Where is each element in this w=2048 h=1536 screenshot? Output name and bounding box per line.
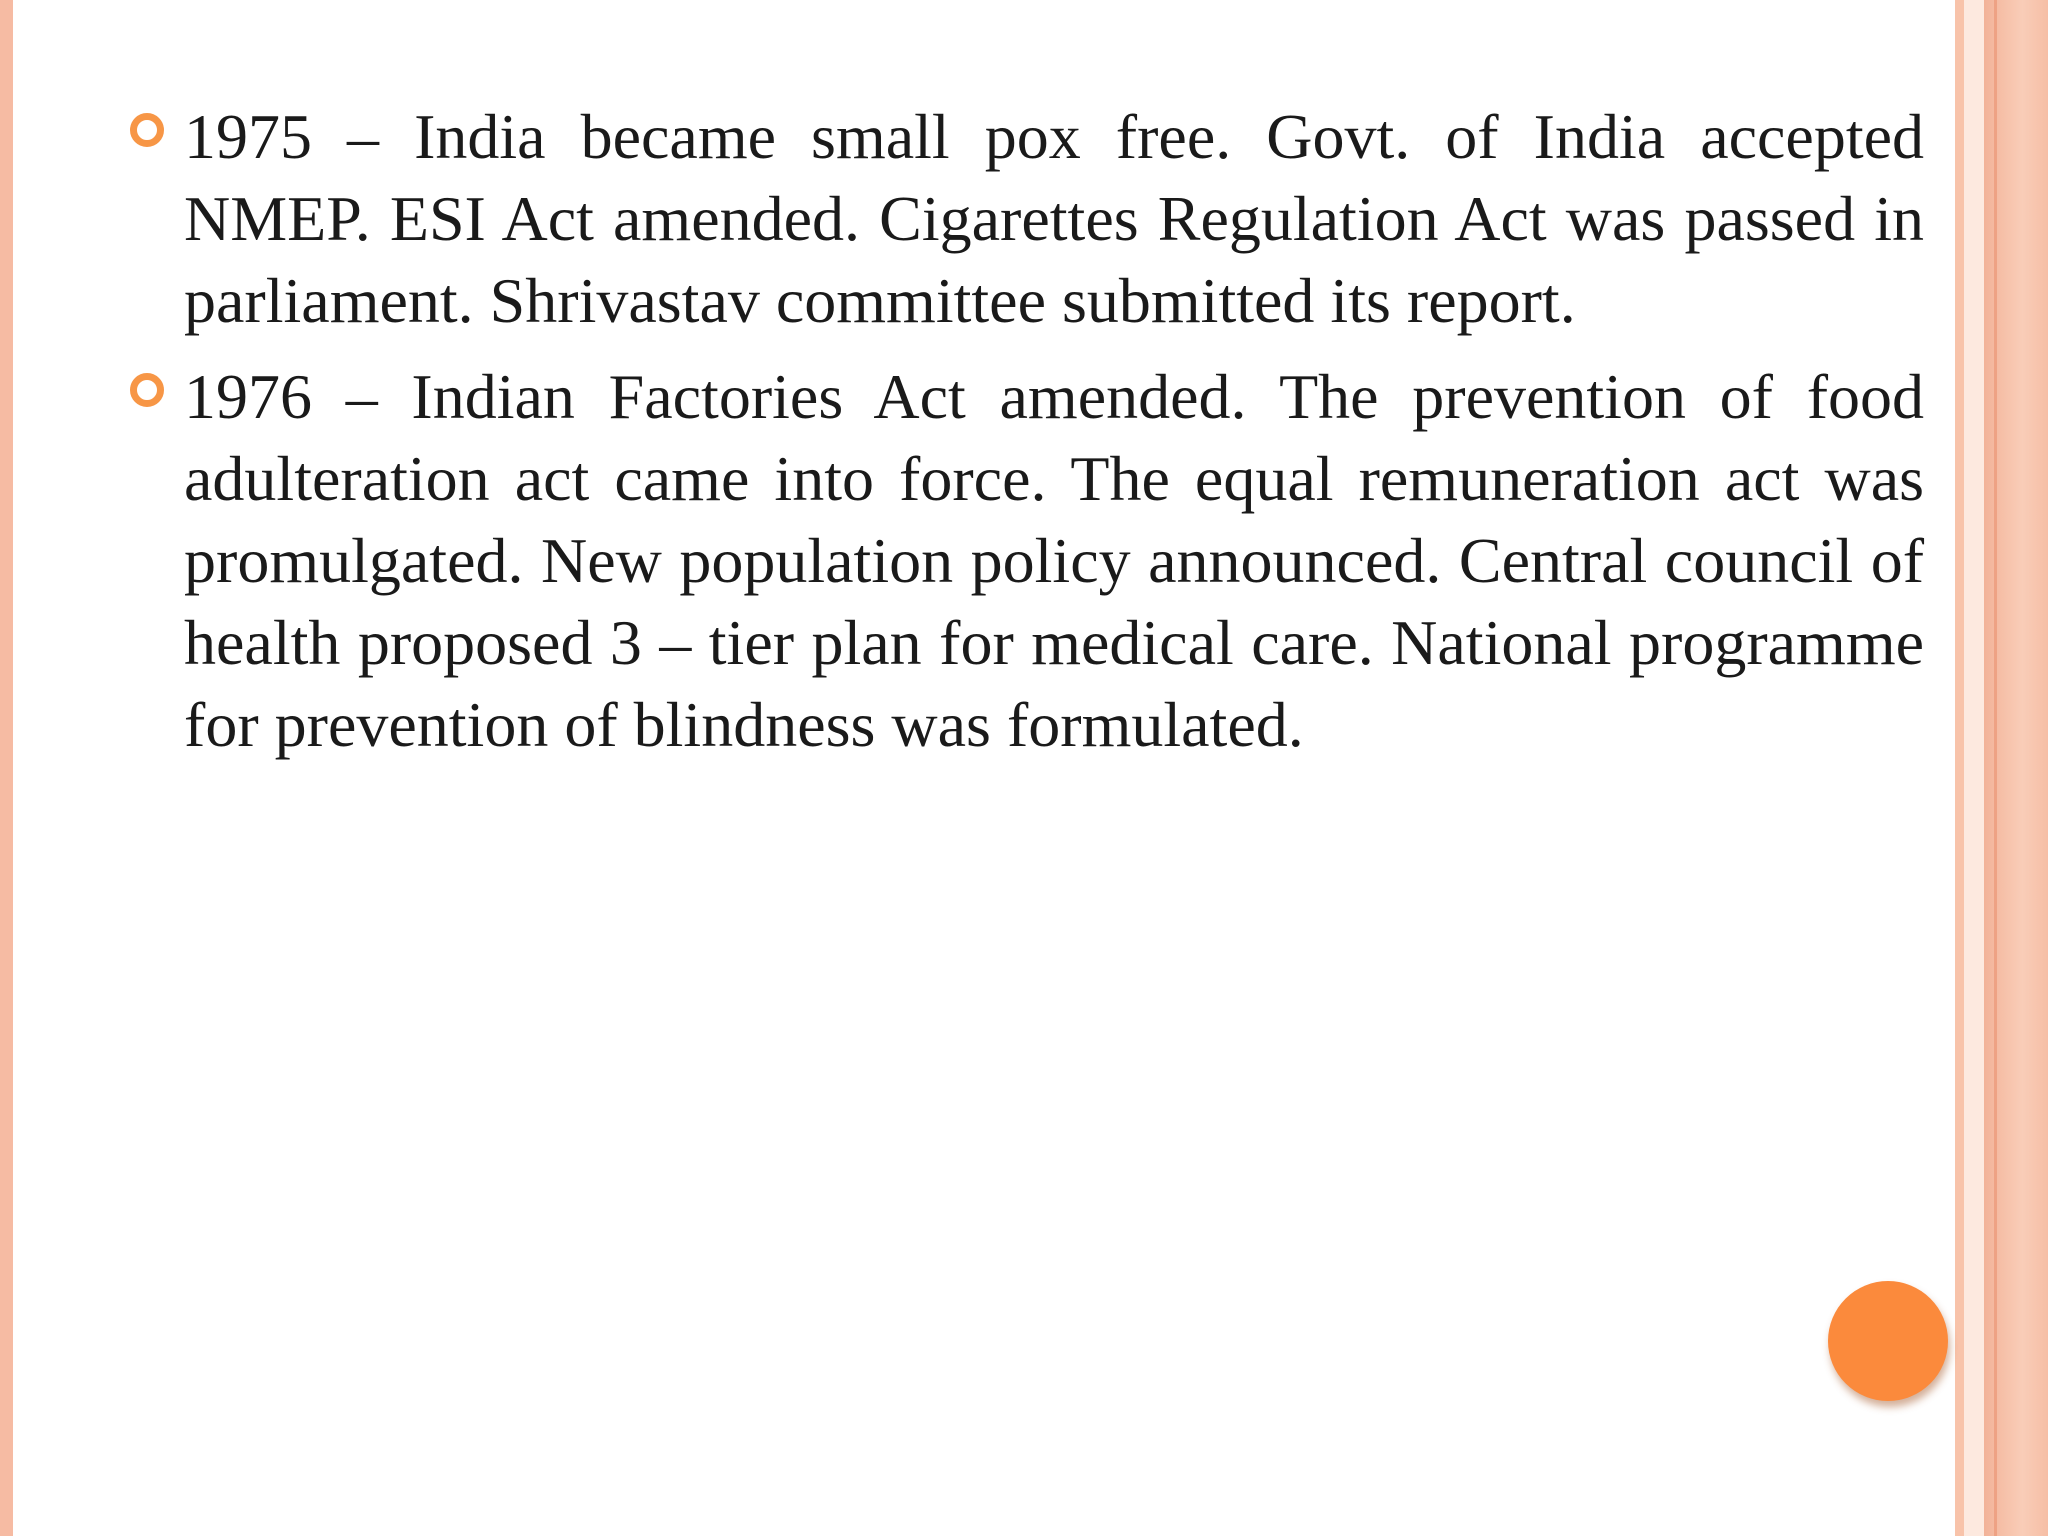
bullet-ring-icon: [130, 373, 164, 407]
bullet-text: 1976 – Indian Factories Act amended. The prevention of food adulteration act came into force. The equal remuneration act was promulgated. New population policy announced. Central council of health proposed 3 – tier plan for medical care. National programme for prevention of blindness was formulated.: [184, 361, 1924, 760]
orange-circle-icon: [1828, 1281, 1948, 1401]
bullet-text: 1975 – India became small pox free. Govt. of India accepted NMEP. ESI Act amended. Cigarettes Regulation Act was passed in parliament. Shrivastav committee submitted its report.: [184, 101, 1924, 336]
bullet-item-1976: [184, 356, 1924, 766]
right-accent-stripe-inner: [1955, 0, 1964, 1536]
left-accent-stripe: [0, 0, 13, 1536]
slide-body: [184, 96, 1924, 780]
bullet-ring-icon: [130, 113, 164, 147]
bullet-item-1975: [184, 96, 1924, 342]
right-accent-stripe-light: [1964, 0, 1984, 1536]
right-accent-line: [1994, 0, 1997, 1536]
